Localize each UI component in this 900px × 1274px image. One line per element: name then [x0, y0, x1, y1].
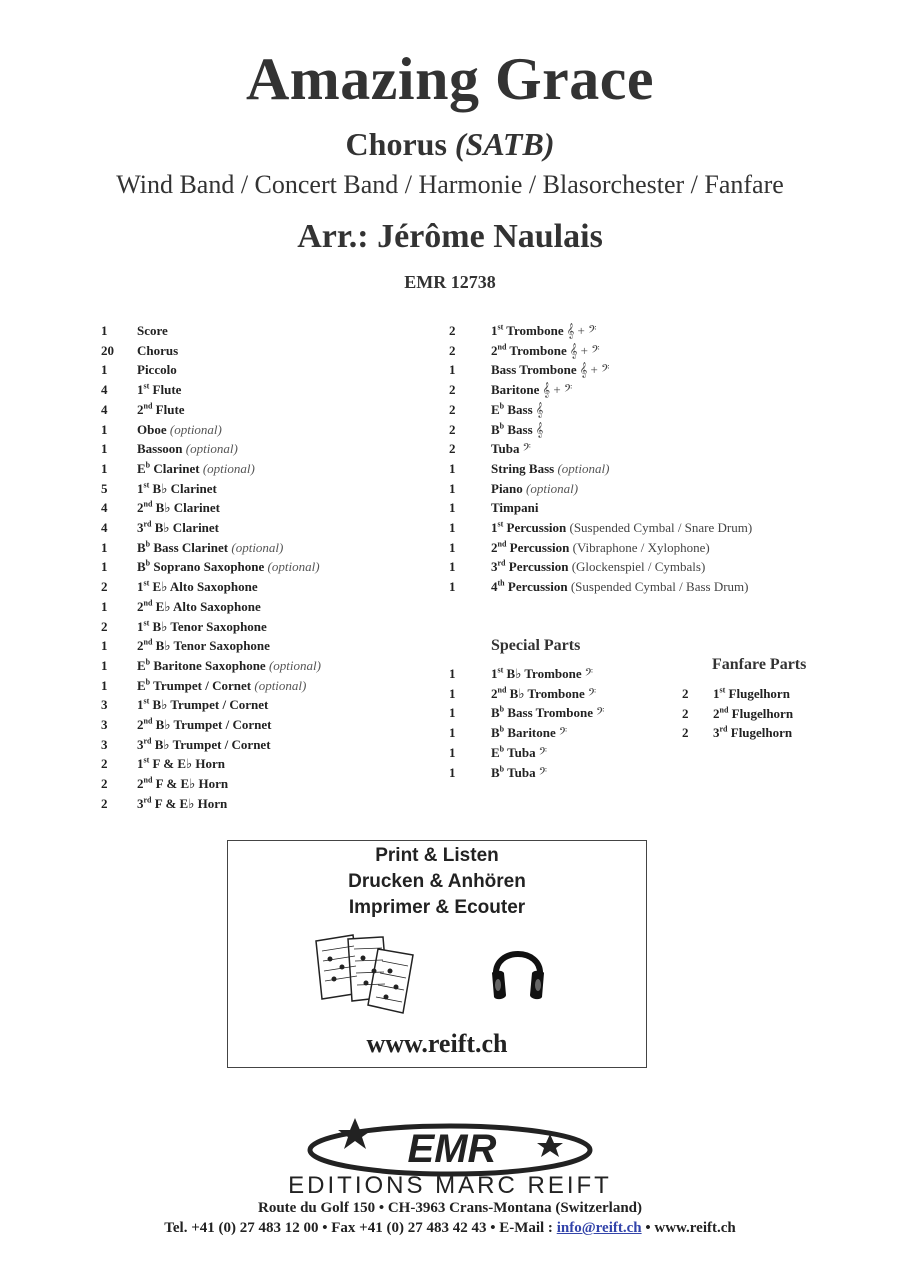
part-prefix: B [137, 539, 146, 555]
part-quantity: 1 [449, 744, 456, 760]
part-superscript: nd [143, 775, 153, 785]
part-quantity: 1 [101, 677, 108, 693]
part-quantity: 1 [449, 579, 456, 595]
part-label: Baritone [491, 382, 540, 398]
part-description: (Suspended Cymbal / Snare Drum) [566, 520, 753, 535]
part-name [491, 343, 600, 359]
part-prefix: 2 [137, 598, 144, 614]
part-label: B♭ Trombone [506, 685, 585, 701]
part-quantity: 1 [101, 598, 108, 614]
part-label: B♭ Trumpet / Cornet [149, 697, 269, 713]
part-note: (optional) [251, 677, 307, 693]
part-label: B♭ Clarinet [152, 500, 220, 516]
part-quantity: 1 [449, 666, 456, 681]
part-name [713, 686, 790, 702]
part-superscript: st [497, 519, 504, 529]
part-label: F & E♭ Horn [149, 756, 225, 772]
part-name [137, 796, 227, 812]
part-quantity: 1 [449, 764, 456, 780]
part-description: (Glockenspiel / Cymbals) [568, 559, 706, 575]
title: Amazing Grace [245, 46, 655, 112]
part-label: Flute [152, 401, 185, 417]
part-quantity: 2 [682, 705, 689, 721]
part-superscript: rd [143, 736, 152, 746]
part-quantity: 1 [101, 638, 108, 654]
part-name [491, 362, 609, 378]
part-description: (Vibraphone / Xylophone) [569, 539, 710, 555]
part-superscript: st [143, 696, 150, 706]
emr-logo [300, 1110, 600, 1180]
part-prefix: 1 [137, 697, 144, 713]
part-quantity: 2 [682, 725, 689, 741]
part-quantity: 1 [449, 500, 456, 516]
part-name [137, 619, 267, 635]
part-label: Timpani [491, 500, 539, 516]
clef-icon: 𝄞 + 𝄢 [566, 323, 597, 338]
part-superscript: nd [143, 637, 153, 647]
part-label: Baritone [504, 725, 556, 741]
part-label: Flugelhorn [727, 725, 793, 741]
part-superscript: b [145, 539, 151, 549]
clef-icon: 𝄢 [538, 744, 547, 760]
part-name [137, 461, 255, 477]
part-quantity: 2 [449, 441, 456, 457]
part-description: (Suspended Cymbal / Bass Drum) [567, 579, 749, 595]
part-note: (optional) [264, 559, 320, 575]
part-quantity: 3 [101, 736, 108, 752]
part-name [491, 500, 538, 516]
part-label: Bass [504, 421, 533, 437]
part-prefix: E [491, 401, 500, 417]
part-name [137, 402, 185, 418]
part-name [137, 559, 320, 575]
subtitle-voices: (SATB) [454, 126, 555, 162]
part-name [491, 579, 749, 595]
part-label: Baritone Saxophone [150, 657, 266, 673]
part-superscript: b [499, 744, 505, 754]
part-quantity: 1 [449, 480, 456, 496]
part-superscript: b [499, 421, 505, 431]
part-name [137, 362, 177, 378]
part-quantity: 1 [101, 460, 108, 476]
part-quantity: 1 [449, 539, 456, 555]
part-superscript: st [497, 322, 504, 332]
part-superscript: rd [143, 519, 152, 529]
promo-line-2: Drucken & Anhören [348, 871, 526, 892]
part-quantity: 1 [101, 559, 108, 575]
part-label: B♭ Clarinet [149, 480, 217, 496]
part-quantity: 4 [101, 382, 108, 398]
part-quantity: 2 [101, 756, 108, 772]
part-superscript: rd [143, 795, 152, 805]
part-quantity: 2 [449, 323, 456, 338]
part-prefix: 2 [491, 342, 498, 358]
part-superscript: b [145, 677, 151, 687]
part-superscript: nd [497, 539, 507, 549]
part-quantity: 2 [449, 401, 456, 417]
part-prefix: 2 [137, 638, 144, 654]
part-name [137, 638, 270, 654]
clef-icon: 𝄞 + 𝄢 [579, 362, 610, 378]
part-superscript: nd [143, 499, 153, 509]
part-prefix: 3 [491, 559, 498, 575]
part-quantity: 2 [101, 618, 108, 634]
part-label: E♭ Alto Saxophone [149, 579, 258, 595]
part-superscript: st [143, 480, 150, 490]
part-superscript: nd [497, 342, 507, 352]
clef-icon: 𝄞 [535, 401, 544, 417]
headphones-icon [486, 935, 550, 1005]
part-quantity: 1 [101, 362, 108, 378]
part-superscript: b [499, 764, 505, 774]
email-link[interactable]: info@reift.ch [556, 1220, 642, 1236]
part-name [491, 422, 543, 438]
part-name [491, 745, 547, 761]
part-label: B♭ Trumpet / Cornet [151, 736, 271, 752]
part-name [137, 658, 321, 674]
arranger: Arr.: Jérôme Naulais [297, 218, 603, 255]
part-name [137, 697, 268, 713]
part-prefix: 2 [491, 539, 498, 555]
part-label: Piano [491, 480, 523, 496]
part-superscript: st [719, 685, 726, 695]
part-quantity: 2 [682, 686, 689, 701]
part-label: Tuba [504, 744, 536, 760]
part-superscript: b [499, 401, 505, 411]
part-prefix: 2 [137, 500, 144, 516]
part-note: (optional) [199, 460, 255, 476]
part-superscript: b [145, 559, 151, 569]
part-label: Bass Clarinet [150, 539, 229, 555]
clef-icon: 𝄞 + 𝄢 [569, 342, 600, 358]
part-name [137, 756, 225, 772]
part-quantity: 1 [449, 559, 456, 575]
part-label: Trombone [506, 342, 567, 358]
part-superscript: st [143, 381, 150, 391]
part-label: Clarinet [150, 460, 200, 476]
part-quantity: 1 [449, 725, 456, 741]
part-name [491, 382, 572, 398]
part-superscript: nd [143, 598, 153, 608]
part-quantity: 1 [449, 685, 456, 701]
promo-line-1: Print & Listen [375, 845, 499, 866]
part-note: (optional) [182, 441, 238, 457]
part-quantity: 2 [449, 382, 456, 398]
part-label: Bass Trombone [504, 705, 593, 721]
part-prefix: 1 [491, 520, 498, 535]
part-prefix: 2 [137, 717, 144, 732]
part-label: F & E♭ Horn [151, 795, 228, 811]
subtitle [0, 126, 900, 163]
part-prefix: E [491, 744, 500, 760]
part-name [713, 725, 792, 741]
part-name [137, 422, 222, 438]
part-quantity: 1 [449, 520, 456, 535]
part-quantity: 20 [101, 342, 114, 358]
catalog-number: EMR 12738 [404, 272, 496, 292]
part-prefix: 3 [137, 736, 144, 752]
part-quantity: 5 [101, 480, 108, 496]
part-prefix: E [137, 657, 146, 673]
part-superscript: st [143, 756, 150, 766]
part-prefix: 1 [491, 323, 498, 338]
print-listen-box [227, 840, 647, 1068]
part-label: F & E♭ Horn [152, 776, 229, 792]
part-prefix: 2 [137, 776, 144, 792]
part-prefix: B [137, 559, 146, 575]
special-parts-heading: Special Parts [491, 637, 581, 654]
part-prefix: 1 [713, 686, 720, 701]
part-quantity: 3 [101, 717, 108, 732]
part-prefix: 1 [137, 480, 144, 496]
part-name [491, 402, 543, 418]
part-quantity: 1 [101, 421, 108, 437]
part-prefix: B [491, 725, 500, 741]
part-quantity: 4 [101, 401, 108, 417]
part-superscript: nd [143, 716, 153, 726]
publisher-contact [0, 1220, 900, 1237]
part-quantity: 2 [101, 579, 108, 595]
part-label: Percussion [503, 520, 567, 535]
part-quantity: 2 [101, 795, 108, 811]
promo-url[interactable]: www.reift.ch [366, 1029, 508, 1058]
part-name [137, 579, 258, 595]
part-prefix: B [491, 705, 500, 721]
subtitle-main: Chorus [345, 126, 447, 162]
part-superscript: b [145, 460, 151, 470]
part-name [137, 520, 219, 536]
part-label: Tuba [504, 764, 536, 780]
part-superscript: rd [497, 559, 506, 569]
part-name [137, 323, 168, 339]
part-label: Percussion [506, 539, 570, 555]
clef-icon: 𝄢 [538, 764, 547, 780]
part-quantity: 2 [101, 776, 108, 792]
part-name [491, 686, 596, 702]
promo-line-3: Imprimer & Ecouter [348, 897, 526, 918]
part-label: Chorus [137, 342, 179, 358]
part-name [491, 441, 531, 457]
part-prefix: B [491, 764, 500, 780]
part-label: Tuba [491, 441, 520, 457]
clef-icon: 𝄞 + 𝄢 [542, 382, 573, 398]
part-name [137, 481, 217, 497]
part-superscript: st [143, 578, 150, 588]
part-name [137, 540, 283, 556]
part-name [137, 343, 178, 359]
part-label: Flute [149, 382, 182, 398]
part-name [491, 666, 593, 682]
part-label: Trombone [503, 323, 564, 338]
part-label: B♭ Trombone [503, 666, 582, 681]
part-label: Percussion [504, 579, 568, 595]
part-quantity: 1 [101, 539, 108, 555]
part-label: Percussion [505, 559, 569, 575]
part-quantity: 1 [449, 362, 456, 378]
clef-icon: 𝄢 [595, 705, 605, 721]
clef-icon: 𝄢 [522, 441, 531, 457]
part-label: Bass Trombone [491, 362, 577, 378]
part-prefix: 1 [491, 666, 498, 681]
sheet-music-icon [308, 931, 423, 1016]
part-label: String Bass [491, 460, 555, 476]
part-prefix: 2 [713, 705, 720, 721]
part-name [491, 725, 567, 741]
part-prefix: 2 [491, 685, 498, 701]
part-prefix: 3 [137, 520, 144, 535]
part-name [137, 441, 238, 457]
part-label: B♭ Tenor Saxophone [152, 638, 270, 654]
part-name [137, 776, 228, 792]
part-label: Oboe [137, 421, 167, 437]
part-prefix: 1 [137, 756, 144, 772]
part-prefix: B [491, 421, 500, 437]
part-superscript: st [497, 665, 504, 675]
part-prefix: 3 [713, 725, 720, 741]
part-prefix: 2 [137, 401, 144, 417]
part-label: Trumpet / Cornet [150, 677, 252, 693]
part-quantity: 2 [449, 342, 456, 358]
part-prefix: 1 [137, 579, 144, 595]
contact-website: • www.reift.ch [645, 1220, 736, 1236]
part-prefix: E [137, 460, 146, 476]
part-prefix: 1 [137, 618, 144, 634]
part-quantity: 1 [101, 323, 108, 338]
part-name [491, 559, 705, 575]
part-name [137, 737, 271, 753]
part-prefix: 1 [137, 382, 144, 398]
part-name [491, 540, 710, 556]
fanfare-parts-heading: Fanfare Parts [712, 656, 807, 673]
clef-icon: 𝄢 [584, 666, 594, 681]
band-types: Wind Band / Concert Band / Harmonie / Blasorchester / Fanfare [116, 170, 784, 199]
part-name [491, 461, 609, 477]
part-name [137, 678, 306, 694]
part-quantity: 1 [449, 705, 456, 721]
part-note: (optional) [522, 480, 579, 496]
part-label: Soprano Saxophone [150, 559, 265, 575]
clef-icon: 𝄞 [535, 421, 544, 437]
clef-icon: 𝄢 [558, 725, 568, 741]
part-label: Flugelhorn [728, 705, 794, 721]
part-superscript: nd [497, 685, 507, 695]
part-quantity: 2 [449, 421, 456, 437]
part-prefix: 3 [137, 795, 144, 811]
part-quantity: 3 [101, 697, 108, 713]
part-label: Score [137, 323, 168, 338]
part-superscript: b [499, 705, 505, 715]
part-name [137, 599, 261, 615]
part-label: B♭ Trumpet / Cornet [152, 717, 272, 732]
part-name [491, 481, 578, 497]
part-prefix: E [137, 677, 146, 693]
part-name [491, 705, 604, 721]
part-note: (optional) [554, 460, 610, 476]
part-superscript: b [499, 724, 505, 734]
part-name [137, 500, 220, 516]
part-name [491, 323, 596, 339]
part-label: B♭ Clarinet [151, 520, 220, 535]
part-superscript: nd [719, 705, 729, 715]
part-note: (optional) [166, 421, 222, 437]
part-quantity: 4 [101, 500, 108, 516]
part-quantity: 1 [101, 657, 108, 673]
part-name [137, 717, 271, 733]
publisher-address: Route du Golf 150 • CH-3963 Crans-Montana (Switzerland) [258, 1200, 642, 1216]
part-name [137, 382, 181, 398]
part-quantity: 4 [101, 520, 108, 535]
part-superscript: st [143, 618, 150, 628]
logo-text: EMR [407, 1127, 497, 1171]
part-note: (optional) [228, 539, 284, 555]
part-superscript: rd [719, 725, 728, 735]
part-name [491, 520, 752, 536]
part-label: Bassoon [137, 441, 183, 457]
clef-icon: 𝄢 [587, 685, 597, 701]
part-name [491, 765, 547, 781]
part-note: (optional) [265, 657, 321, 673]
part-label: Piccolo [137, 362, 177, 378]
contact-phone-fax: Tel. +41 (0) 27 483 12 00 • Fax +41 (0) 27 483 42 43 • E-Mail : [164, 1220, 553, 1236]
part-quantity: 1 [101, 441, 108, 457]
part-quantity: 1 [449, 460, 456, 476]
part-label: B♭ Tenor Saxophone [149, 618, 267, 634]
part-name [713, 706, 793, 722]
part-superscript: b [145, 657, 151, 667]
publisher-name: EDITIONS MARC REIFT [288, 1172, 612, 1199]
part-superscript: th [497, 578, 505, 588]
part-label: E♭ Alto Saxophone [152, 598, 261, 614]
part-label: Flugelhorn [725, 686, 790, 701]
part-prefix: 4 [491, 579, 498, 595]
part-superscript: nd [143, 401, 153, 411]
part-label: Bass [504, 401, 533, 417]
